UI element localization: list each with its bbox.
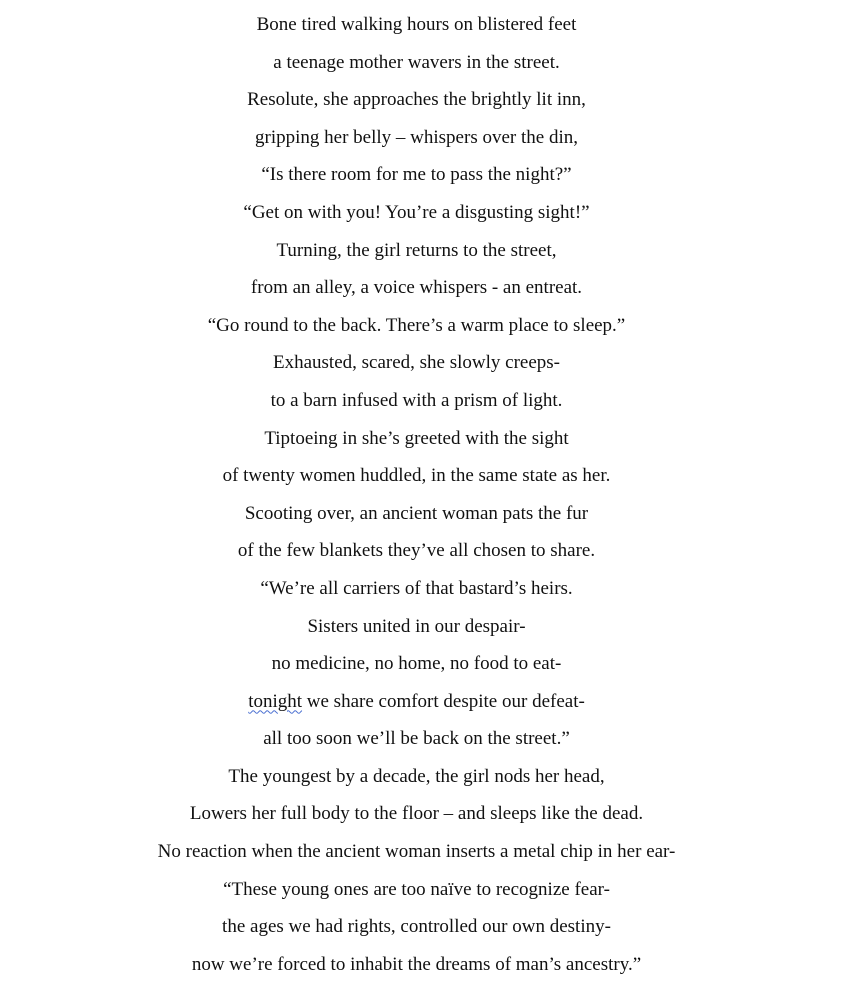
poem-line: of twenty women huddled, in the same state as her. (222, 465, 611, 487)
poem-line: “Go round to the back. There’s a warm place to sleep.” (207, 314, 626, 336)
poem-line: “Get on with you! You’re a disgusting sight!” (243, 201, 590, 223)
poem-line: now we’re forced to inhabit the dreams of man’s ancestry.” (191, 953, 642, 975)
poem-line: “Is there room for me to pass the night?” (261, 164, 572, 186)
poem-line: Lowers her full body to the floor – and sleeps like the dead. (189, 803, 644, 825)
poem-line: Sisters united in our despair- (307, 615, 526, 637)
poem-line: No reaction when the ancient woman inserts a metal chip in her ear- (157, 841, 676, 863)
poem-line: Turning, the girl returns to the street, (276, 239, 557, 261)
poem-text (0, 6, 833, 983)
poem-line: of the few blankets they’ve all chosen to share. (237, 540, 596, 562)
poem-line: The youngest by a decade, the girl nods her head, (228, 765, 605, 787)
poem-line: gripping her belly – whispers over the din, (255, 126, 578, 148)
poem-line: Scooting over, an ancient woman pats the fur (244, 502, 589, 524)
poem-line: “We’re all carriers of that bastard’s heirs. (260, 577, 573, 599)
poem-line: the ages we had rights, controlled our own destiny- (222, 916, 611, 938)
poem-line: a teenage mother wavers in the street. (273, 51, 560, 73)
poem-line: Bone tired walking hours on blistered feet (256, 14, 577, 35)
spellcheck-flagged-word[interactable]: tonight (248, 690, 303, 712)
poem-line: all too soon we’ll be back on the street.” (263, 728, 570, 750)
poem-line: to a barn infused with a prism of light. (270, 389, 563, 411)
poem-line: Tiptoeing in she’s greeted with the sight (264, 427, 569, 449)
poem-line: from an alley, a voice whispers - an entreat. (250, 277, 583, 299)
poem-line: Resolute, she approaches the brightly lit inn, (247, 89, 586, 111)
poem-line: Exhausted, scared, she slowly creeps- (272, 352, 560, 374)
poem-line: no medicine, no home, no food to eat- (271, 653, 562, 675)
poem-line: “These young ones are too naïve to recognize fear- (223, 878, 610, 900)
poem-line-spellcheck[interactable]: tonight we share comfort despite our defeat- (248, 690, 585, 712)
